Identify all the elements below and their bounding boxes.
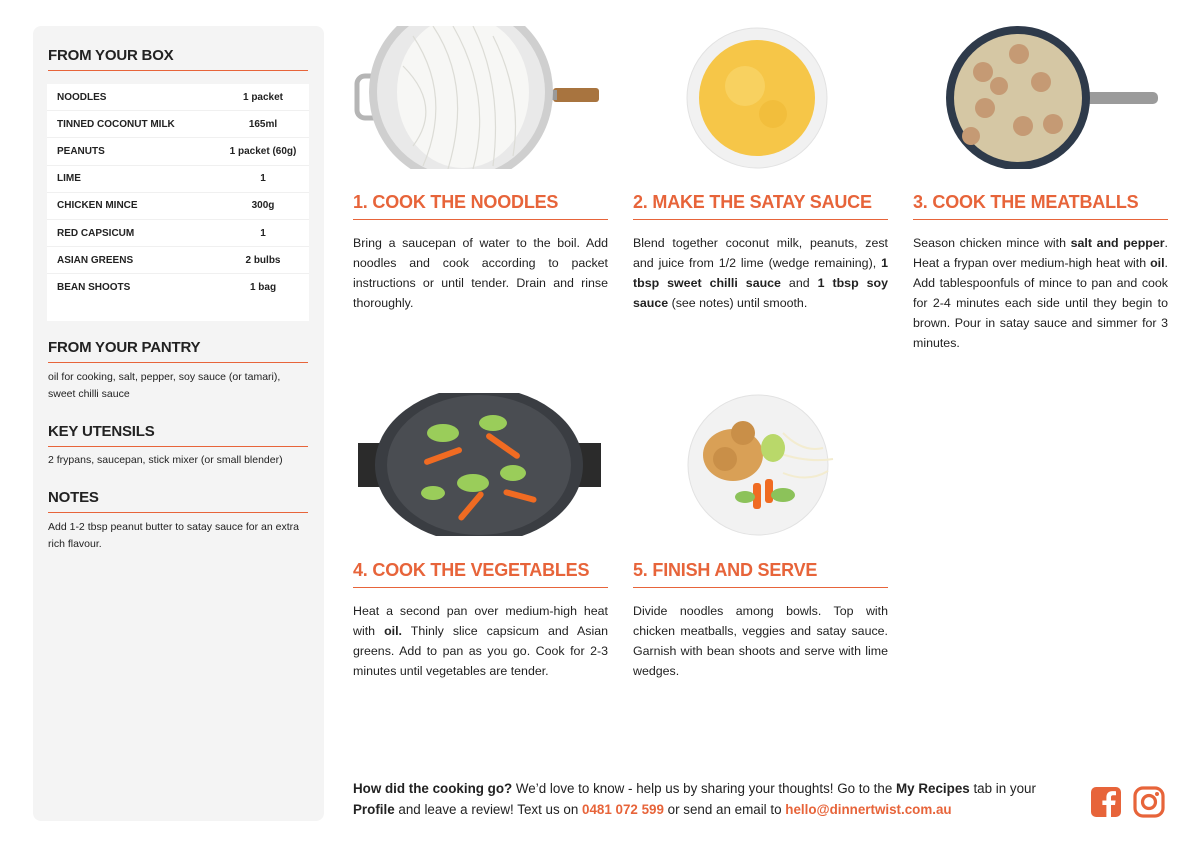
box-ingredient-row — [47, 166, 309, 193]
step-body-text: . Add tablespoonfuls of mince to pan and cook for 2-4 minutes each side until they begin to brown. Pour in satay sauce and simmer for 3 minutes. — [913, 256, 1168, 350]
ingredient-name: NOODLES — [57, 91, 107, 103]
step-2 — [633, 192, 888, 313]
ingredient-name: TINNED COCONUT MILK — [57, 118, 175, 130]
step-body-emphasis: 1 tbsp soy sauce — [633, 276, 888, 310]
step-4-title: 4. COOK THE VEGETABLES — [353, 560, 608, 588]
step-3-title: 3. COOK THE MEATBALLS — [913, 192, 1168, 220]
box-ingredient-row — [47, 274, 309, 300]
step-2-title: 2. MAKE THE SATAY SAUCE — [633, 192, 888, 220]
my-recipes-link[interactable]: My Recipes — [896, 781, 970, 796]
footer-text-4: or send an email to — [663, 802, 786, 817]
ingredient-name: RED CAPSICUM — [57, 227, 135, 239]
notes-title: NOTES — [48, 489, 308, 513]
pantry-title: FROM YOUR PANTRY — [48, 339, 308, 363]
footer-text-1: We’d love to know - help us by sharing your thoughts! Go to the — [512, 781, 897, 796]
finished-dish-photo — [633, 393, 888, 536]
footer-question: How did the cooking go? — [353, 781, 513, 796]
step-body-text: and — [780, 276, 818, 290]
utensils-text: 2 frypans, saucepan, stick mixer (or small blender) — [48, 454, 283, 466]
step-1-body — [353, 233, 608, 313]
ingredient-name: LIME — [57, 173, 81, 185]
step-body-text: Heat a second pan over medium-high heat with — [353, 604, 608, 638]
footer-text-2: tab in your — [969, 781, 1036, 796]
facebook-icon[interactable] — [1090, 786, 1122, 818]
box-ingredient-row — [47, 247, 309, 274]
step-body-emphasis: oil — [1150, 256, 1165, 270]
phone-number[interactable]: 0481 072 599 — [582, 802, 664, 817]
ingredient-quantity: 2 bulbs — [245, 254, 281, 266]
box-title: FROM YOUR BOX — [48, 47, 308, 71]
ingredient-name: PEANUTS — [57, 145, 105, 157]
box-ingredients-table — [47, 84, 309, 321]
step-body-text: Season chicken mince with — [913, 236, 1071, 250]
ingredient-name: ASIAN GREENS — [57, 254, 134, 266]
box-ingredient-row — [47, 111, 309, 138]
notes-text: Add 1-2 tbsp peanut butter to satay sauce for an extra rich flavour. — [48, 521, 299, 550]
ingredient-quantity: 165ml — [248, 118, 278, 130]
step-body-emphasis: 1 tbsp sweet chilli sauce — [633, 256, 888, 290]
step-3-body — [913, 233, 1168, 353]
step-5-title: 5. FINISH AND SERVE — [633, 560, 888, 588]
step-4-body — [353, 601, 608, 681]
step-1-title: 1. COOK THE NOODLES — [353, 192, 608, 220]
instagram-icon[interactable] — [1133, 786, 1165, 818]
box-ingredient-row — [47, 138, 309, 165]
box-ingredient-row — [47, 220, 309, 247]
satay-sauce-photo — [633, 26, 888, 169]
step-body-emphasis: oil. — [384, 624, 402, 638]
step-2-body — [633, 233, 888, 313]
step-body-text: (see notes) until smooth. — [668, 296, 808, 310]
box-ingredient-row — [47, 84, 309, 111]
ingredients-sidebar — [33, 26, 324, 821]
step-3 — [913, 192, 1168, 353]
footer-text-3: and leave a review! Text us on — [394, 802, 583, 817]
step-body-emphasis: salt and pepper — [1070, 236, 1165, 250]
noodles-photo — [353, 26, 608, 169]
pantry-text: oil for cooking, salt, pepper, soy sauce (or tamari), sweet chilli sauce — [48, 371, 281, 400]
step-4 — [353, 560, 608, 681]
ingredient-quantity: 1 packet (60g) — [229, 145, 297, 157]
ingredient-quantity: 300g — [251, 200, 275, 212]
ingredient-quantity: 1 packet — [242, 91, 284, 103]
step-1 — [353, 192, 608, 313]
meatballs-photo — [913, 26, 1168, 169]
ingredient-name: CHICKEN MINCE — [57, 200, 138, 212]
vegetables-photo — [353, 393, 608, 536]
feedback-footer — [353, 778, 1073, 820]
box-ingredient-row — [47, 193, 309, 220]
step-5-body — [633, 601, 888, 681]
step-body-text: Divide noodles among bowls. Top with chicken meatballs, veggies and satay sauce. Garnish with bean shoots and serve with lime wedges. — [633, 604, 888, 678]
step-body-text: . Heat a frypan over medium-high heat with — [913, 236, 1168, 270]
ingredient-quantity: 1 bag — [249, 281, 277, 293]
step-body-text: Thinly slice capsicum and Asian greens. Add to pan as you go. Cook for 2-3 minutes until vegetables are tender. — [353, 624, 608, 678]
ingredient-quantity: 1 — [260, 173, 266, 185]
ingredient-quantity: 1 — [260, 227, 266, 239]
email-link[interactable]: hello@dinnertwist.com.au — [785, 802, 952, 817]
step-body-text: Bring a saucepan of water to the boil. Add noodles and cook according to packet instructions or until tender. Drain and rinse thoroughly. — [353, 236, 608, 310]
step-5 — [633, 560, 888, 681]
profile-link[interactable]: Profile — [353, 802, 395, 817]
step-body-text: Blend together coconut milk, peanuts, zest and juice from 1/2 lime (wedge remaining), — [633, 236, 888, 270]
ingredient-name: BEAN SHOOTS — [57, 281, 131, 293]
utensils-title: KEY UTENSILS — [48, 423, 308, 447]
